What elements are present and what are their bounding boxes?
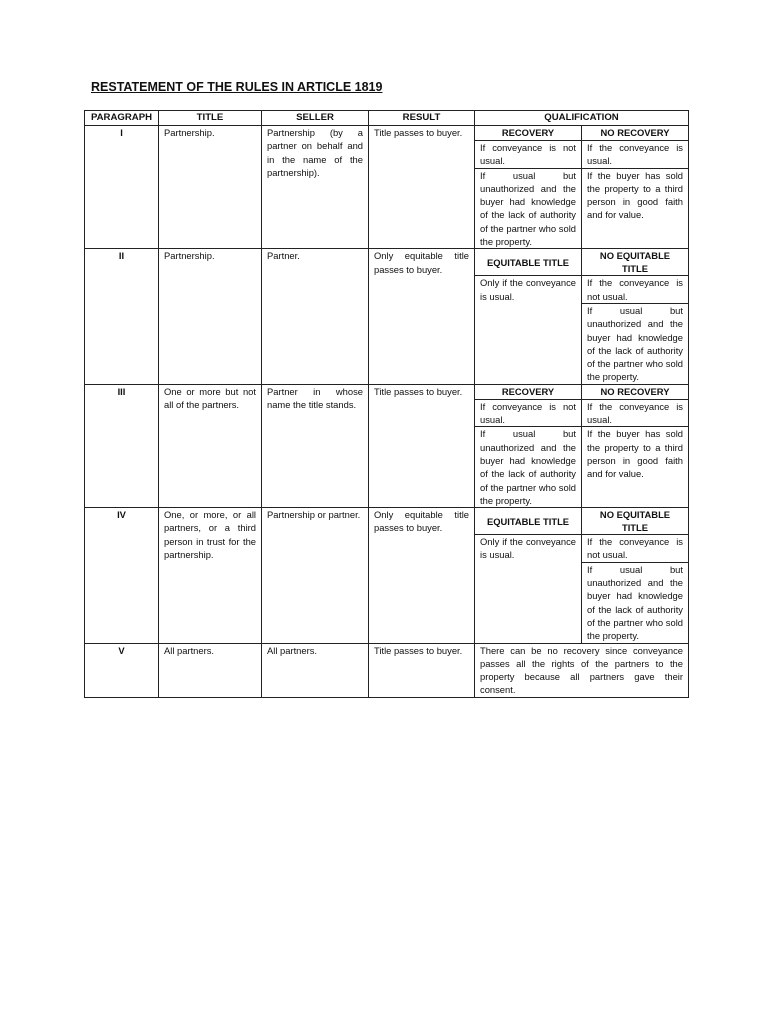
qualification-right-header: NO RECOVERY [582, 126, 689, 141]
row-result: Only equitable title passes to buyer. [369, 249, 475, 384]
qualification-right-cell: If the buyer has sold the property to a third person in good faith and for value. [582, 427, 689, 508]
qualification-left-header: RECOVERY [475, 384, 582, 399]
qualification-left-cell: If usual but unauthorized and the buyer had knowledge of the lack of authority of the partner who sold the property. [475, 427, 582, 508]
table-row [85, 643, 689, 697]
row-paragraph: II [85, 249, 159, 384]
row-seller: Partner. [262, 249, 369, 384]
row-paragraph: III [85, 384, 159, 507]
qualification-left-cell: If conveyance is not usual. [475, 141, 582, 169]
qualification-right-cell: If the conveyance is usual. [582, 399, 689, 427]
qualification-left-cell: Only if the conveyance is usual. [475, 535, 582, 643]
header-title: TITLE [159, 111, 262, 126]
qualification-left-header: RECOVERY [475, 126, 582, 141]
qualification-right-header: NO RECOVERY [582, 384, 689, 399]
header-result: RESULT [369, 111, 475, 126]
qualification-left-header: EQUITABLE TITLE [475, 508, 582, 535]
qualification-right-cell: If the buyer has sold the property to a third person in good faith and for value. [582, 168, 689, 249]
row-title: Partnership. [159, 126, 262, 249]
row-result: Title passes to buyer. [369, 384, 475, 507]
qualification-left-cell: If conveyance is not usual. [475, 399, 582, 427]
row-result: Title passes to buyer. [369, 126, 475, 249]
row-result: Title passes to buyer. [369, 643, 475, 697]
row-title: One or more but not all of the partners. [159, 384, 262, 507]
qualification-right-cell: If usual but unauthorized and the buyer had knowledge of the lack of authority of the partner who sold the property. [582, 562, 689, 643]
row-paragraph: IV [85, 508, 159, 643]
qualification-right-header: NO EQUITABLE TITLE [582, 508, 689, 535]
document-title: RESTATEMENT OF THE RULES IN ARTICLE 1819 [91, 80, 383, 94]
qualification-left-header: EQUITABLE TITLE [475, 249, 582, 276]
qualification-right-header: NO EQUITABLE TITLE [582, 249, 689, 276]
row-seller: Partner in whose name the title stands. [262, 384, 369, 507]
qualification-right-cell: If the conveyance is usual. [582, 141, 689, 169]
table-row [85, 384, 689, 399]
row-paragraph: V [85, 643, 159, 697]
table-row [85, 126, 689, 141]
qualification-right-cell: If the conveyance is not usual. [582, 276, 689, 304]
row-seller: All partners. [262, 643, 369, 697]
row-title: One, or more, or all partners, or a third person in trust for the partnership. [159, 508, 262, 643]
row-title: Partnership. [159, 249, 262, 384]
qualification-right-cell: If the conveyance is not usual. [582, 535, 689, 563]
table-row [85, 508, 689, 535]
qualification-left-cell: Only if the conveyance is usual. [475, 276, 582, 384]
header-qualification: QUALIFICATION [475, 111, 689, 126]
rules-table [84, 110, 689, 698]
row-result: Only equitable title passes to buyer. [369, 508, 475, 643]
header-row [85, 111, 689, 126]
row-paragraph: I [85, 126, 159, 249]
qualification-right-cell: If usual but unauthorized and the buyer had knowledge of the lack of authority of the partner who sold the property. [582, 303, 689, 384]
table-row [85, 249, 689, 276]
qualification-merged-cell: There can be no recovery since conveyance passes all the rights of the partners to the property because all partners gave their consent. [475, 643, 689, 697]
qualification-left-cell: If usual but unauthorized and the buyer had knowledge of the lack of authority of the partner who sold the property. [475, 168, 582, 249]
header-paragraph: PARAGRAPH [85, 111, 159, 126]
row-title: All partners. [159, 643, 262, 697]
row-seller: Partnership or partner. [262, 508, 369, 643]
header-seller: SELLER [262, 111, 369, 126]
row-seller: Partnership (by a partner on behalf and in the name of the partnership). [262, 126, 369, 249]
